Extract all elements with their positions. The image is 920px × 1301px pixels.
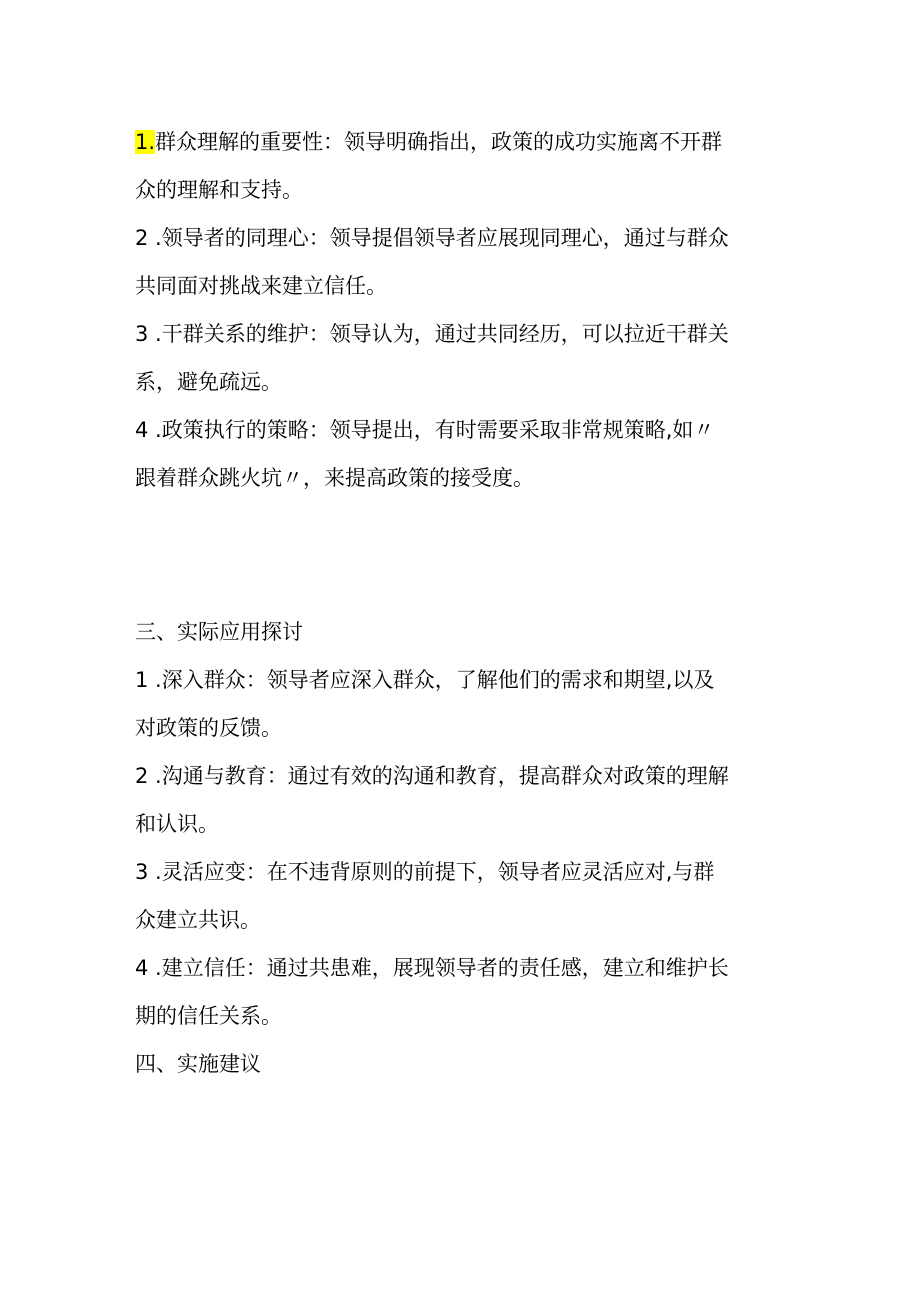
section-heading: 四、实施建议	[135, 1052, 261, 1076]
item-number: 3 .	[135, 860, 162, 884]
item-text-line: 对政策的反馈。	[135, 716, 282, 740]
item-text-line: 共同面对挑战来建立信任。	[135, 274, 387, 298]
item-text-line: 领导者的同理心：领导提倡领导者应展现同理心，通过与群众	[161, 226, 729, 250]
list-item	[135, 118, 795, 214]
item-number: 3 .	[135, 322, 162, 346]
section-3	[135, 608, 795, 1088]
item-text-line: 群众理解的重要性：领导明确指出，政策的成功实施离不开群	[155, 130, 723, 154]
document-page	[135, 118, 795, 1088]
list-item	[135, 848, 795, 944]
item-text-line: 沟通与教育：通过有效的沟通和教育，提高群众对政策的理解	[161, 764, 729, 788]
item-text-line: 众的理解和支持。	[135, 178, 303, 202]
item-text-line: 政策执行的策略：领导提出，有时需要采取非常规策略,如〃	[161, 418, 715, 442]
item-number: 4 .	[135, 956, 162, 980]
list-item	[135, 214, 795, 310]
item-text-line: 期的信任关系。	[135, 1004, 282, 1028]
item-number: 2 .	[135, 226, 162, 250]
item-text-line: 深入群众：领导者应深入群众，了解他们的需求和期望,以及	[161, 668, 715, 692]
list-item	[135, 310, 795, 406]
item-number-highlighted: 1.	[135, 130, 156, 154]
item-text-line: 跟着群众跳火坑〃，来提高政策的接受度。	[135, 466, 534, 490]
item-number: 1 .	[135, 668, 162, 692]
item-number: 4 .	[135, 418, 162, 442]
section-2-list	[135, 118, 795, 502]
list-item	[135, 406, 795, 502]
item-number: 2 .	[135, 764, 162, 788]
item-text-line: 和认识。	[135, 812, 219, 836]
list-item	[135, 656, 795, 752]
item-text-line: 建立信任：通过共患难，展现领导者的责任感，建立和维护长	[161, 956, 729, 980]
list-item	[135, 944, 795, 1040]
item-text-line: 干群关系的维护：领导认为，通过共同经历，可以拉近干群关	[161, 322, 729, 346]
item-text-line: 系，避免疏远。	[135, 370, 282, 394]
item-text-line: 众建立共识。	[135, 908, 261, 932]
list-item	[135, 752, 795, 848]
item-text-line: 灵活应变：在不违背原则的前提下，领导者应灵活应对,与群	[161, 860, 715, 884]
section-spacer	[135, 502, 795, 608]
section-heading: 三、实际应用探讨	[135, 620, 303, 644]
